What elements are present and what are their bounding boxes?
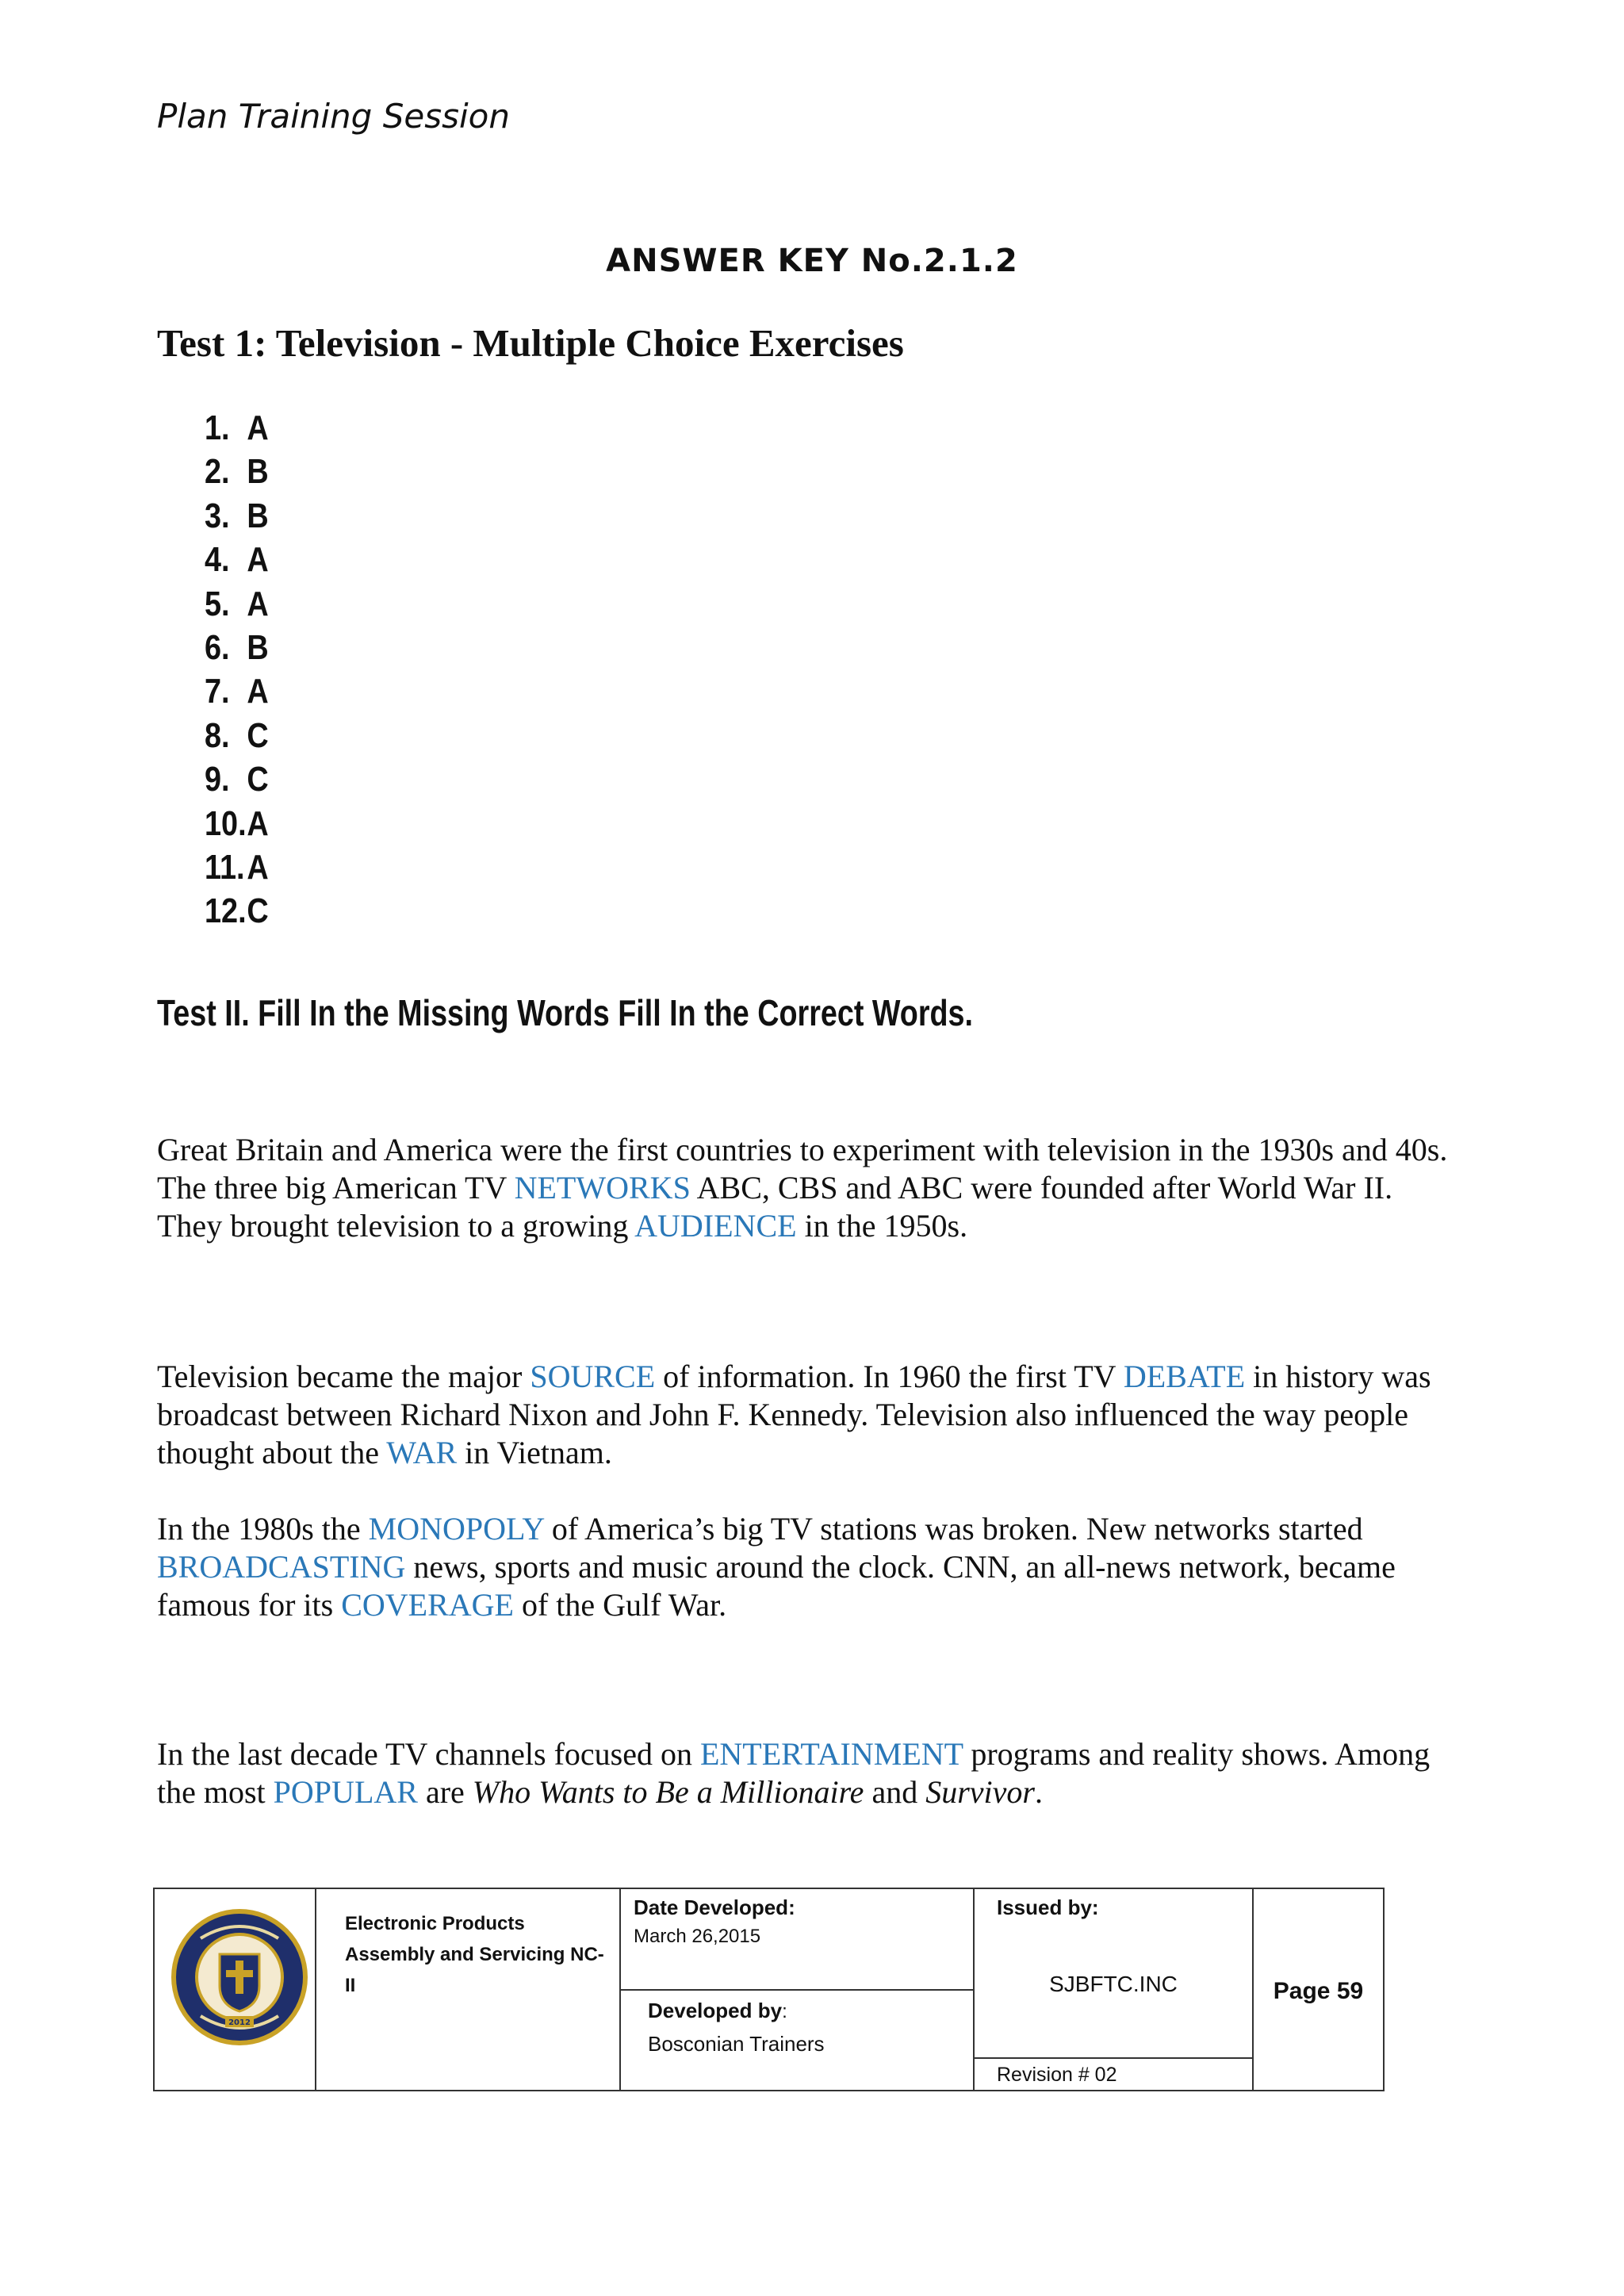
text: of the Gulf War. xyxy=(513,1587,727,1623)
footer-logo-cell xyxy=(155,1889,316,2090)
developed-by-label xyxy=(648,1999,787,2023)
answer-number: 5. xyxy=(205,584,230,623)
answer-word: POPULAR xyxy=(273,1774,418,1810)
footer-revision-cell xyxy=(975,2059,1254,2091)
text: Great Britain and America were the first countries to experiment with television in the 1930s and 40s. The three big American TV xyxy=(157,1132,1448,1205)
text: In the 1980s the xyxy=(157,1511,369,1547)
answer-number: 1. xyxy=(205,408,230,447)
footer-date-cell xyxy=(621,1889,975,1991)
developed-by-colon: : xyxy=(782,2001,787,2022)
answer-item xyxy=(205,494,269,538)
text: of America’s big TV stations was broken. New networks started xyxy=(543,1511,1363,1547)
issued-by-label: Issued by: xyxy=(997,1895,1099,1919)
answer-number: 11. xyxy=(205,847,245,887)
answer-item xyxy=(205,714,269,757)
answer-word: MONOPOLY xyxy=(368,1511,544,1547)
answer-item xyxy=(205,802,269,845)
answer-number: 2. xyxy=(205,452,230,492)
running-header-title: Plan Training Session xyxy=(157,97,510,136)
developed-by-value: Bosconian Trainers xyxy=(648,2032,825,2056)
answer-item xyxy=(205,626,269,669)
text: in history was broadcast between Richard Nixon and John F. Kennedy. Television also influenced the way people thought about the xyxy=(157,1359,1431,1470)
answer-letter: A xyxy=(247,847,269,887)
answer-word: COVERAGE xyxy=(341,1587,514,1623)
answer-word: AUDIENCE xyxy=(634,1208,797,1244)
answer-number: 9. xyxy=(205,760,230,799)
answer-letter: B xyxy=(247,627,269,667)
answer-number: 3. xyxy=(205,496,230,535)
school-seal-logo xyxy=(169,1907,310,2048)
answer-word: DEBATE xyxy=(1123,1359,1246,1394)
answer-word: SOURCE xyxy=(530,1359,656,1394)
revision-number: Revision # 02 xyxy=(997,2064,1117,2086)
text: Television became the major xyxy=(157,1359,530,1394)
answer-word: ENTERTAINMENT xyxy=(699,1736,963,1772)
text: In the last decade TV channels focused on xyxy=(157,1736,700,1772)
answer-letter: C xyxy=(247,760,269,799)
text: are xyxy=(417,1774,473,1810)
answer-key-title: ANSWER KEY No.2.1.2 xyxy=(606,243,1018,279)
paragraph-2 xyxy=(157,1358,1457,1472)
title-italic: Survivor xyxy=(925,1774,1035,1810)
answer-letter: C xyxy=(247,891,269,931)
answer-item xyxy=(205,889,269,933)
answer-item xyxy=(205,757,269,801)
answer-letter: A xyxy=(247,672,269,711)
date-developed-value: March 26,2015 xyxy=(634,1926,761,1947)
title-italic: Who Wants to Be a Millionaire xyxy=(472,1774,864,1810)
text: . xyxy=(1034,1774,1043,1810)
answer-number: 10. xyxy=(205,803,247,843)
answer-list xyxy=(205,406,269,933)
footer-page-cell xyxy=(1254,1889,1383,2090)
answer-item xyxy=(205,845,269,889)
answer-letter: A xyxy=(247,408,269,447)
answer-letter: B xyxy=(247,452,269,492)
answer-word: BROADCASTING xyxy=(157,1549,406,1585)
text: in Vietnam. xyxy=(457,1435,612,1470)
paragraph-1 xyxy=(157,1131,1457,1245)
test2-heading: Test II. Fill In the Missing Words Fill In the Correct Words. xyxy=(157,992,974,1033)
answer-letter: A xyxy=(247,584,269,623)
course-name: Electronic Products Assembly and Servicing NC-II xyxy=(345,1913,604,1996)
footer-issued-cell xyxy=(975,1889,1254,2059)
footer-course-cell xyxy=(316,1889,621,2090)
footer-developed-cell xyxy=(621,1991,975,2091)
text: of information. In 1960 the first TV xyxy=(655,1359,1124,1394)
answer-item xyxy=(205,538,269,581)
answer-item xyxy=(205,406,269,450)
text: and xyxy=(864,1774,926,1810)
text: programs and reality shows. Among the most xyxy=(157,1736,1431,1810)
date-developed-label: Date Developed: xyxy=(634,1895,795,1919)
text: in the 1950s. xyxy=(796,1208,968,1244)
issued-by-value: SJBFTC.INC xyxy=(1049,1972,1178,1996)
paragraph-4 xyxy=(157,1735,1457,1811)
answer-number: 8. xyxy=(205,715,230,755)
logo-year: 2012 xyxy=(228,2018,251,2027)
answer-word: WAR xyxy=(386,1435,458,1470)
answer-number: 12. xyxy=(205,891,247,931)
answer-number: 6. xyxy=(205,627,230,667)
answer-letter: C xyxy=(247,715,269,755)
page-number: Page 59 xyxy=(1273,1978,1364,2004)
text: ABC, CBS and ABC were founded after World War II. They brought television to a growing xyxy=(157,1170,1393,1244)
answer-letter: B xyxy=(247,496,269,535)
footer-table xyxy=(153,1888,1385,2091)
answer-word: NETWORKS xyxy=(514,1170,691,1205)
test1-heading: Test 1: Television - Multiple Choice Exercises xyxy=(157,321,904,365)
answer-item xyxy=(205,669,269,713)
answer-letter: A xyxy=(247,540,269,580)
answer-number: 4. xyxy=(205,540,230,580)
answer-item xyxy=(205,582,269,626)
text: news, sports and music around the clock. CNN, an all-news network, became famous for its xyxy=(157,1549,1396,1623)
answer-letter: A xyxy=(247,803,269,843)
developed-by-label-text: Developed by xyxy=(648,1999,783,2022)
answer-item xyxy=(205,450,269,493)
paragraph-3 xyxy=(157,1510,1457,1624)
answer-number: 7. xyxy=(205,672,230,711)
